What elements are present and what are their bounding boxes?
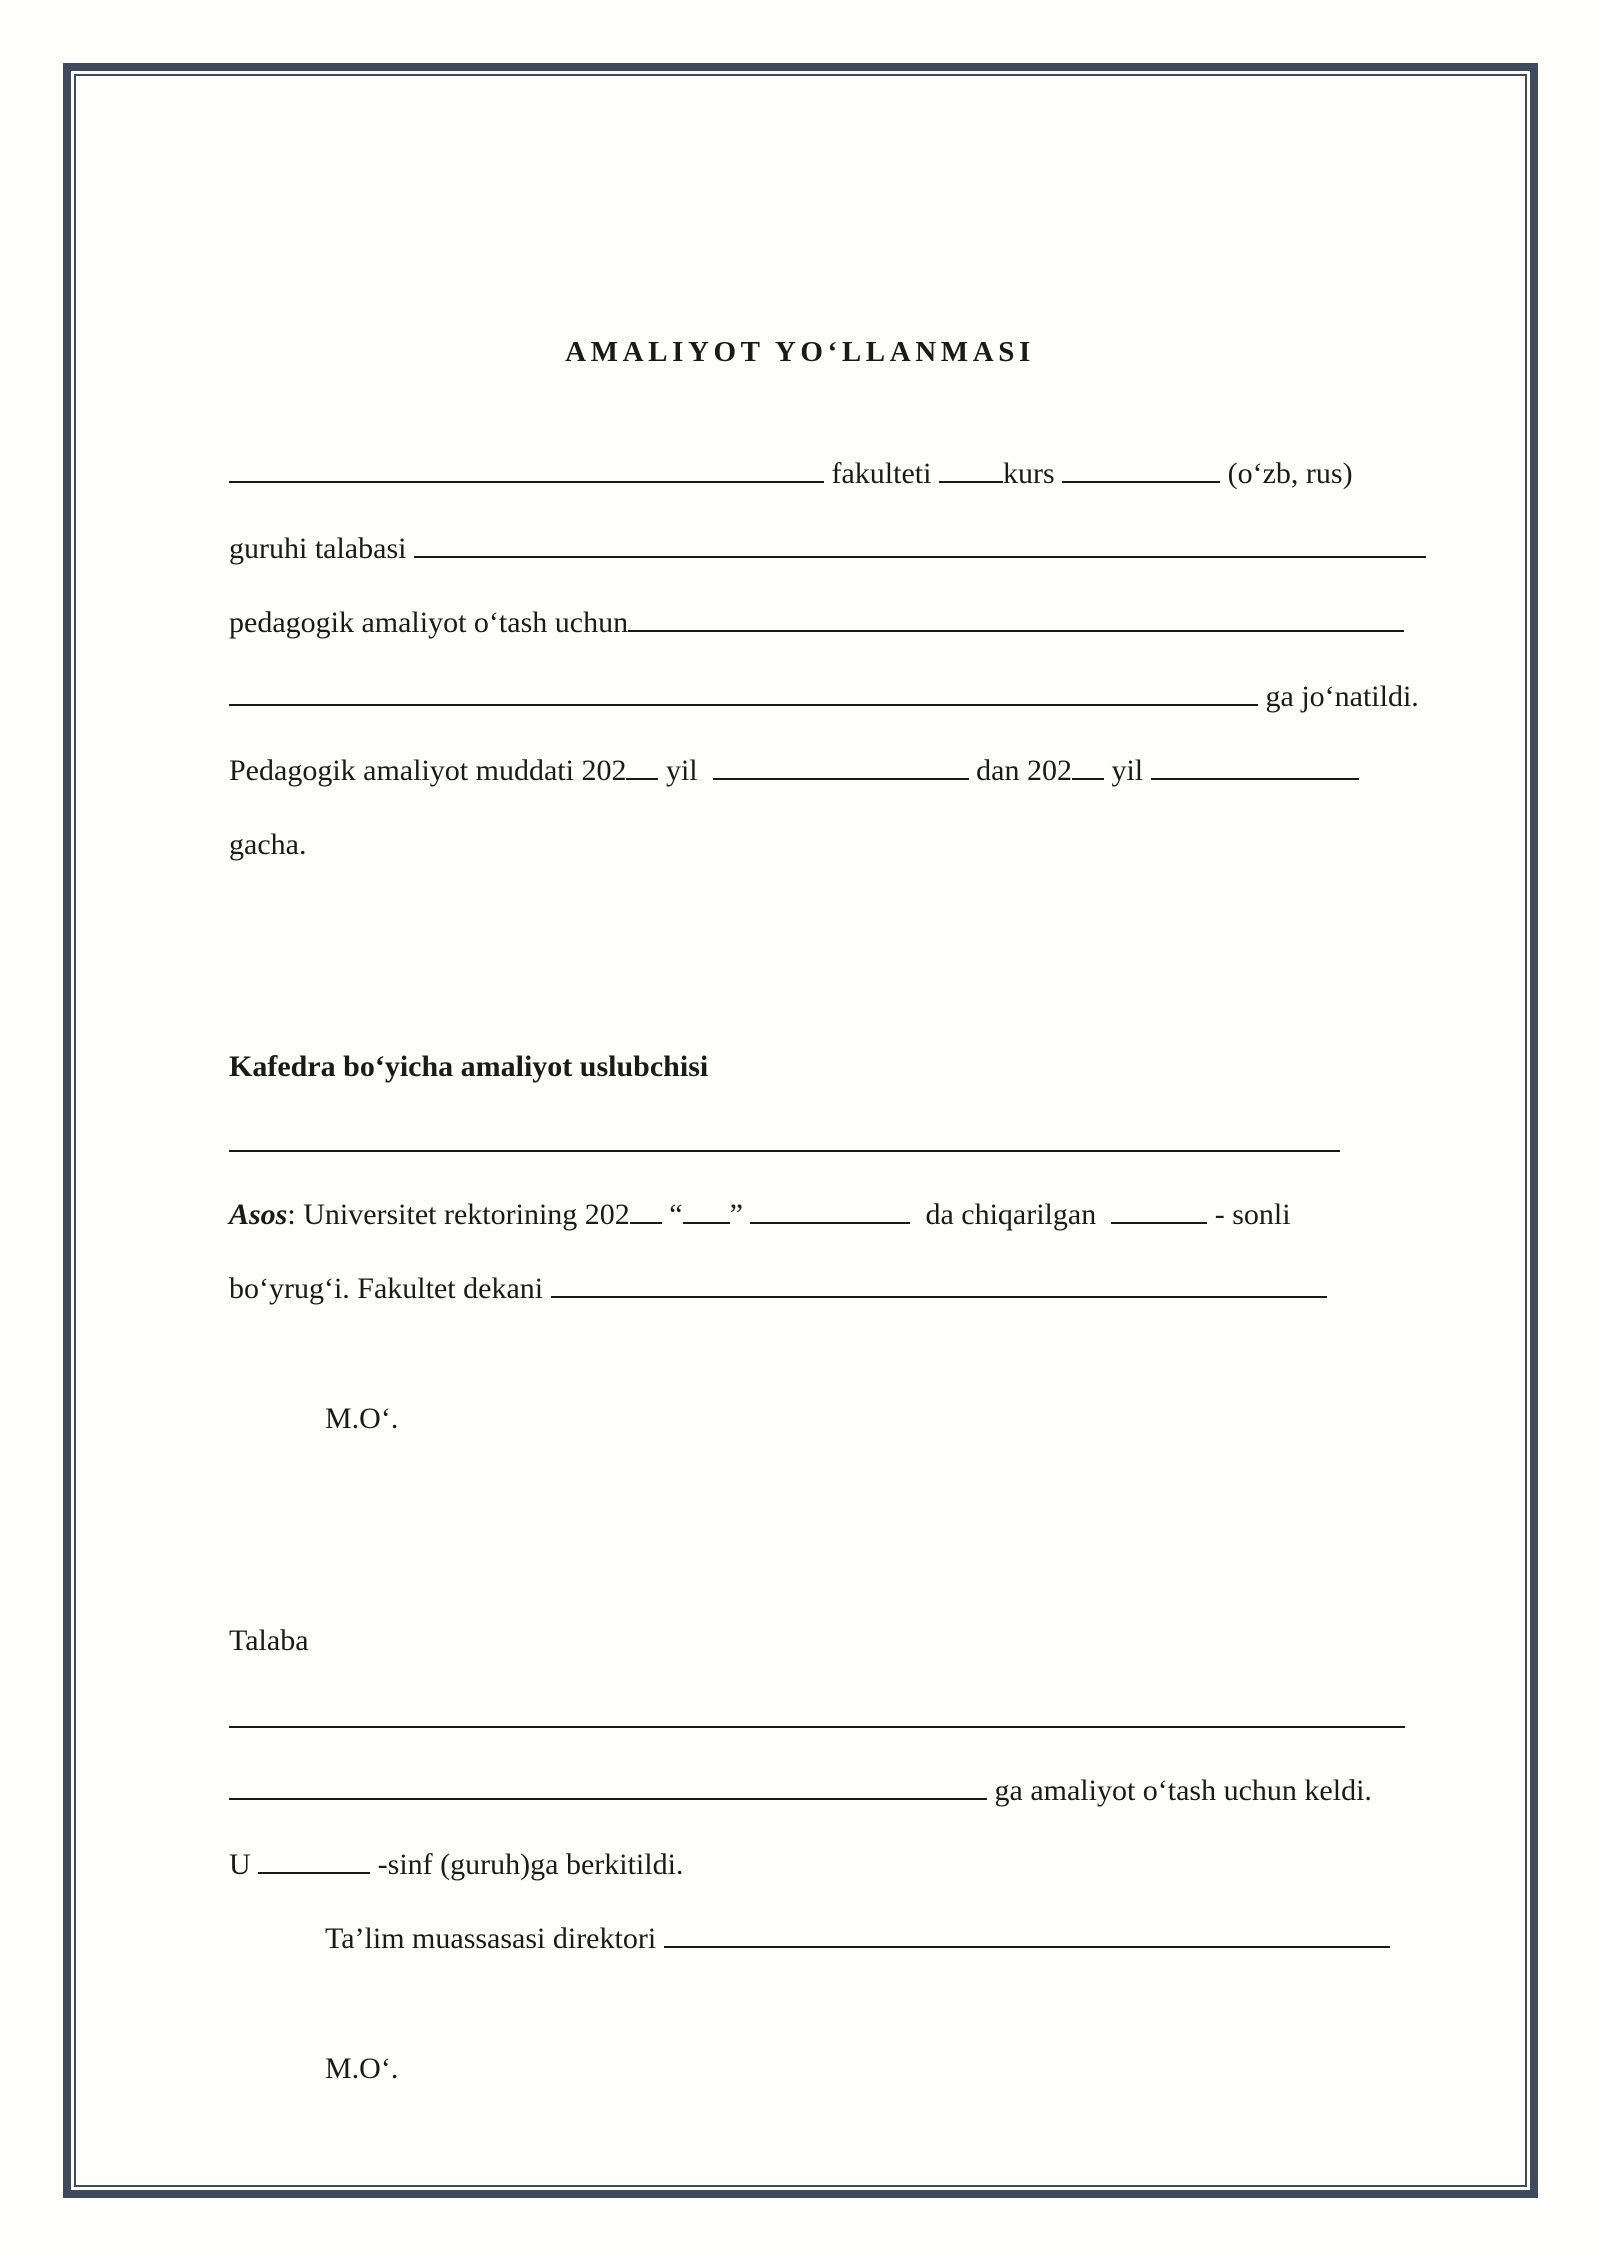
arrived-line <box>229 1772 1372 1810</box>
period-line <box>229 752 1359 790</box>
destination-blank[interactable] <box>229 680 1258 706</box>
start-year-blank[interactable] <box>626 754 658 780</box>
director-line <box>325 1920 1390 1958</box>
arrival-place-blank[interactable] <box>229 1774 987 1800</box>
start-date-blank[interactable] <box>713 754 969 780</box>
sent-label: ga jo‘natildi. <box>1265 680 1419 713</box>
dean-signature-blank[interactable] <box>551 1272 1327 1298</box>
faculty-blank[interactable] <box>229 457 824 483</box>
purpose-label: pedagogik amaliyot o‘tash uchun <box>229 606 629 639</box>
open-quote: “ <box>669 1198 683 1231</box>
methodist-signature-blank[interactable] <box>229 1150 1340 1152</box>
issued-label: da chiqarilgan <box>925 1198 1097 1231</box>
purpose-blank[interactable] <box>628 606 1404 632</box>
year-label-2: yil <box>1111 754 1144 787</box>
student-name-blank[interactable] <box>414 532 1426 558</box>
seal-place-1: M.O‘. <box>325 1402 399 1435</box>
class-label: -sinf (guruh)ga berkitildi. <box>377 1848 684 1881</box>
end-year-blank[interactable] <box>1072 754 1104 780</box>
purpose-line <box>229 604 1404 642</box>
class-blank[interactable] <box>258 1848 370 1874</box>
document-title: AMALIYOT YO‘LLANMASI <box>565 336 1035 368</box>
seal-place-2: M.O‘. <box>325 2052 399 2085</box>
course-label: kurs <box>1002 457 1055 490</box>
order-month-blank[interactable] <box>750 1198 910 1224</box>
dean-label: bo‘yrug‘i. Fakultet dekani <box>229 1272 544 1305</box>
student-heading: Talaba <box>229 1624 309 1657</box>
student-signature-blank[interactable] <box>229 1726 1405 1728</box>
order-year-blank[interactable] <box>630 1198 662 1224</box>
basis-text: : Universitet rektorining 202 <box>287 1198 630 1231</box>
class-prefix: U <box>229 1848 251 1881</box>
course-blank[interactable] <box>939 457 1003 483</box>
student-label: guruhi talabasi <box>229 532 407 565</box>
arrived-label: ga amaliyot o‘tash uchun keldi. <box>994 1774 1372 1807</box>
numbered-label: - sonli <box>1214 1198 1291 1231</box>
end-date-blank[interactable] <box>1151 754 1359 780</box>
language-blank[interactable] <box>1062 457 1220 483</box>
language-options: (o‘zb, rus) <box>1227 457 1353 490</box>
faculty-label: fakulteti <box>831 457 932 490</box>
until-text: gacha. <box>229 828 307 861</box>
student-line <box>229 530 1426 568</box>
order-line <box>229 1270 1327 1308</box>
order-number-blank[interactable] <box>1111 1198 1207 1224</box>
from-label: dan 202 <box>976 754 1072 787</box>
methodist-heading: Kafedra bo‘yicha amaliyot uslubchisi <box>229 1050 709 1083</box>
director-label: Ta’lim muassasasi direktori <box>325 1922 657 1955</box>
sent-line <box>229 678 1419 716</box>
faculty-line <box>229 455 1353 493</box>
order-day-blank[interactable] <box>683 1198 730 1224</box>
basis-label: Asos <box>229 1198 288 1231</box>
close-quote: ” <box>729 1198 743 1231</box>
class-line <box>229 1846 683 1884</box>
period-label: Pedagogik amaliyot muddati 202 <box>229 754 627 787</box>
director-signature-blank[interactable] <box>664 1922 1390 1948</box>
basis-line <box>229 1196 1291 1234</box>
year-label-1: yil <box>665 754 698 787</box>
